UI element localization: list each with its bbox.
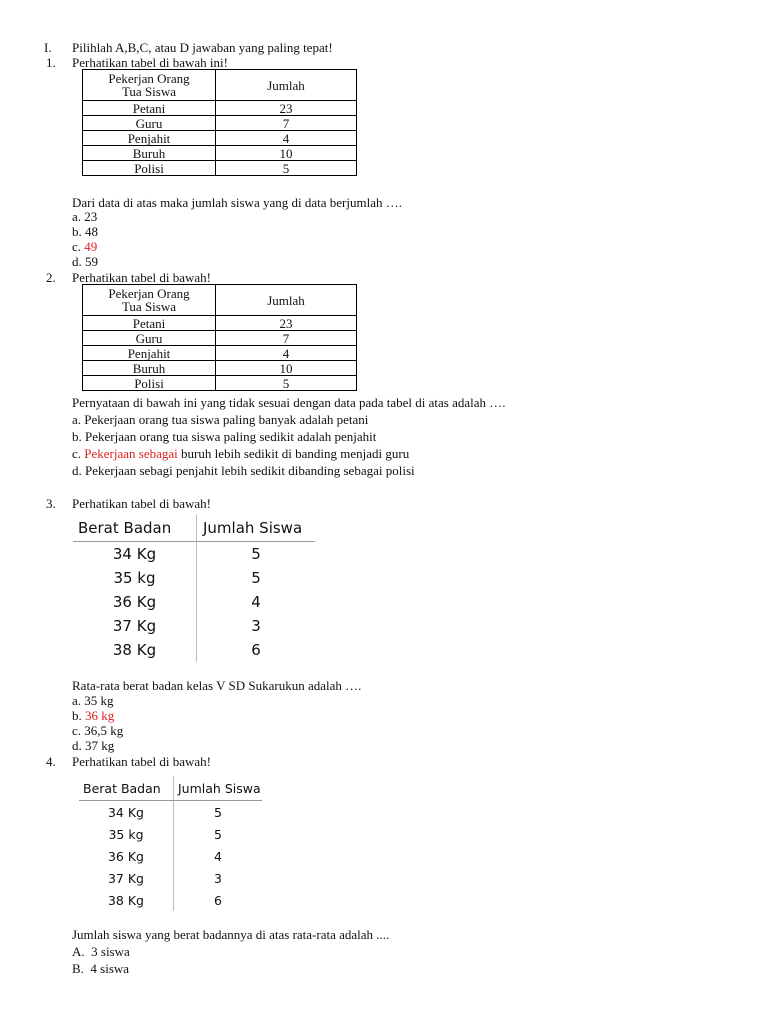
table-header-row <box>83 70 357 101</box>
table-cell: 35 kg <box>79 823 174 845</box>
table-cell: 5 <box>251 545 261 563</box>
q3-option-a <box>72 693 114 708</box>
table-row <box>73 542 315 567</box>
table-cell: Buruh <box>83 146 216 161</box>
q1-table <box>82 69 357 176</box>
q1-option-a <box>72 209 97 224</box>
table-row <box>83 376 357 391</box>
q2-option-c <box>72 446 409 461</box>
q2-option-d: d. Pekerjaan sebagi penjahit lebih sedikit dibanding sebagai polisi <box>72 463 415 478</box>
table-header-cell <box>83 285 216 316</box>
table-cell: 36 Kg <box>73 590 197 614</box>
option-text: 3 siswa <box>91 944 130 959</box>
table-cell: 5 <box>216 376 357 391</box>
option-letter: b. <box>72 224 82 239</box>
option-text: 35 kg <box>84 693 114 708</box>
table-row <box>83 331 357 346</box>
q4-table <box>79 776 262 911</box>
table-cell: 34 Kg <box>79 801 174 824</box>
option-letter: c. <box>72 723 82 738</box>
option-text-highlighted: 36 kg <box>85 708 115 723</box>
option-text: 36,5 kg <box>84 723 124 738</box>
table-cell: 4 <box>216 131 357 146</box>
option-text-highlighted: 49 <box>84 239 98 254</box>
table-cell: 3 <box>214 870 222 886</box>
table-header-cell: Jumlah Siswa <box>174 776 263 801</box>
q3-option-d <box>72 738 114 753</box>
table-cell: Penjahit <box>83 346 216 361</box>
q3-prompt: Perhatikan tabel di bawah! <box>72 496 211 511</box>
table-row <box>83 146 357 161</box>
table-row <box>73 614 315 638</box>
option-text: 4 siswa <box>90 961 130 976</box>
option-text: 37 kg <box>85 738 115 753</box>
option-letter: a. <box>72 209 82 224</box>
q1-option-d <box>72 254 98 269</box>
table-row <box>79 889 262 911</box>
table-header-cell: Jumlah <box>216 285 357 316</box>
table-row <box>73 638 315 662</box>
q1-prompt: Perhatikan tabel di bawah ini! <box>72 55 228 70</box>
table-header-row <box>73 515 315 542</box>
table-cell: 35 kg <box>73 566 197 590</box>
q3-option-c <box>72 723 123 738</box>
option-letter: d. <box>72 738 82 753</box>
table-cell: 3 <box>251 617 261 635</box>
option-letter: a. <box>72 693 82 708</box>
option-text-highlighted: Pekerjaan sebagai <box>84 446 178 461</box>
q3-question: Rata-rata berat badan kelas V SD Sukarukun adalah …. <box>72 678 362 693</box>
option-prefix: c. <box>72 446 85 461</box>
option-text: buruh lebih sedikit di banding menjadi guru <box>177 446 410 461</box>
table-header-line1: Pekerjan Orang <box>108 71 190 86</box>
q4-option-a <box>72 944 130 959</box>
table-cell: 4 <box>251 593 261 611</box>
table-cell: 5 <box>251 569 261 587</box>
table-cell: Guru <box>83 331 216 346</box>
option-letter: d. <box>72 254 82 269</box>
option-letter: b. <box>72 708 82 723</box>
q2-option-b: b. Pekerjaan orang tua siswa paling sedikit adalah penjahit <box>72 429 377 444</box>
table-cell: 37 Kg <box>73 614 197 638</box>
q2-option-a: a. Pekerjaan orang tua siswa paling banyak adalah petani <box>72 412 369 427</box>
table-cell: 23 <box>216 101 357 116</box>
table-row <box>83 131 357 146</box>
table-cell: 38 Kg <box>73 638 197 662</box>
table-row <box>79 845 262 867</box>
table-cell: Penjahit <box>83 131 216 146</box>
table-header-cell <box>83 70 216 101</box>
table-cell: Petani <box>83 316 216 331</box>
q1-number: 1. <box>46 55 56 70</box>
table-cell: Guru <box>83 116 216 131</box>
table-cell: 10 <box>216 146 357 161</box>
q4-option-b <box>72 961 129 976</box>
q2-prompt: Perhatikan tabel di bawah! <box>72 270 211 285</box>
table-row <box>79 801 262 824</box>
option-text: 48 <box>85 224 98 239</box>
q4-prompt: Perhatikan tabel di bawah! <box>72 754 211 769</box>
table-cell: 7 <box>216 116 357 131</box>
table-cell: 4 <box>216 346 357 361</box>
table-cell: 10 <box>216 361 357 376</box>
table-row <box>73 566 315 590</box>
table-cell: 36 Kg <box>79 845 174 867</box>
section-instruction: Pilihlah A,B,C, atau D jawaban yang paling tepat! <box>72 40 333 55</box>
option-text: 59 <box>85 254 98 269</box>
table-cell: 6 <box>251 641 261 659</box>
table-row <box>83 316 357 331</box>
table-header-line2: Tua Siswa <box>121 299 177 314</box>
table-cell: 37 Kg <box>79 867 174 889</box>
table-cell: Polisi <box>83 376 216 391</box>
table-row <box>83 116 357 131</box>
option-text: 23 <box>84 209 98 224</box>
table-cell: 34 Kg <box>73 542 197 567</box>
q3-number: 3. <box>46 496 56 511</box>
table-cell: 5 <box>216 161 357 176</box>
table-cell: 38 Kg <box>79 889 174 911</box>
table-header-cell: Jumlah <box>216 70 357 101</box>
table-header-line1: Pekerjan Orang <box>108 286 190 301</box>
q2-number: 2. <box>46 270 56 285</box>
table-cell: 5 <box>214 804 222 820</box>
table-cell: Buruh <box>83 361 216 376</box>
table-cell: 7 <box>216 331 357 346</box>
table-header-row <box>83 285 357 316</box>
table-row <box>83 346 357 361</box>
table-header-cell: Berat Badan <box>79 776 174 801</box>
q1-option-b <box>72 224 98 239</box>
q1-question: Dari data di atas maka jumlah siswa yang di data berjumlah …. <box>72 195 402 210</box>
table-header-cell: Berat Badan <box>73 515 197 542</box>
table-cell: 5 <box>214 826 222 842</box>
q2-table <box>82 284 357 391</box>
table-header-line2: Tua Siswa <box>121 84 177 99</box>
section-roman: I. <box>44 40 52 55</box>
option-letter: A. <box>72 944 85 959</box>
q4-question: Jumlah siswa yang berat badannya di atas rata-rata adalah .... <box>72 927 390 942</box>
table-row <box>83 161 357 176</box>
q1-option-c <box>72 239 97 254</box>
table-cell: 4 <box>214 848 222 864</box>
option-letter: B. <box>72 961 84 976</box>
q2-question: Pernyataan di bawah ini yang tidak sesuai dengan data pada tabel di atas adalah …. <box>72 395 506 410</box>
table-cell: Polisi <box>83 161 216 176</box>
q3-option-b <box>72 708 114 723</box>
table-row <box>83 101 357 116</box>
q3-table <box>73 515 315 662</box>
table-header-row <box>79 776 262 801</box>
q4-number: 4. <box>46 754 56 769</box>
table-cell: Petani <box>83 101 216 116</box>
table-cell: 23 <box>216 316 357 331</box>
table-row <box>79 867 262 889</box>
table-cell: 6 <box>214 892 222 908</box>
table-header-cell: Jumlah Siswa <box>197 515 316 542</box>
table-row <box>79 823 262 845</box>
table-row <box>73 590 315 614</box>
table-row <box>83 361 357 376</box>
option-letter: c. <box>72 239 82 254</box>
